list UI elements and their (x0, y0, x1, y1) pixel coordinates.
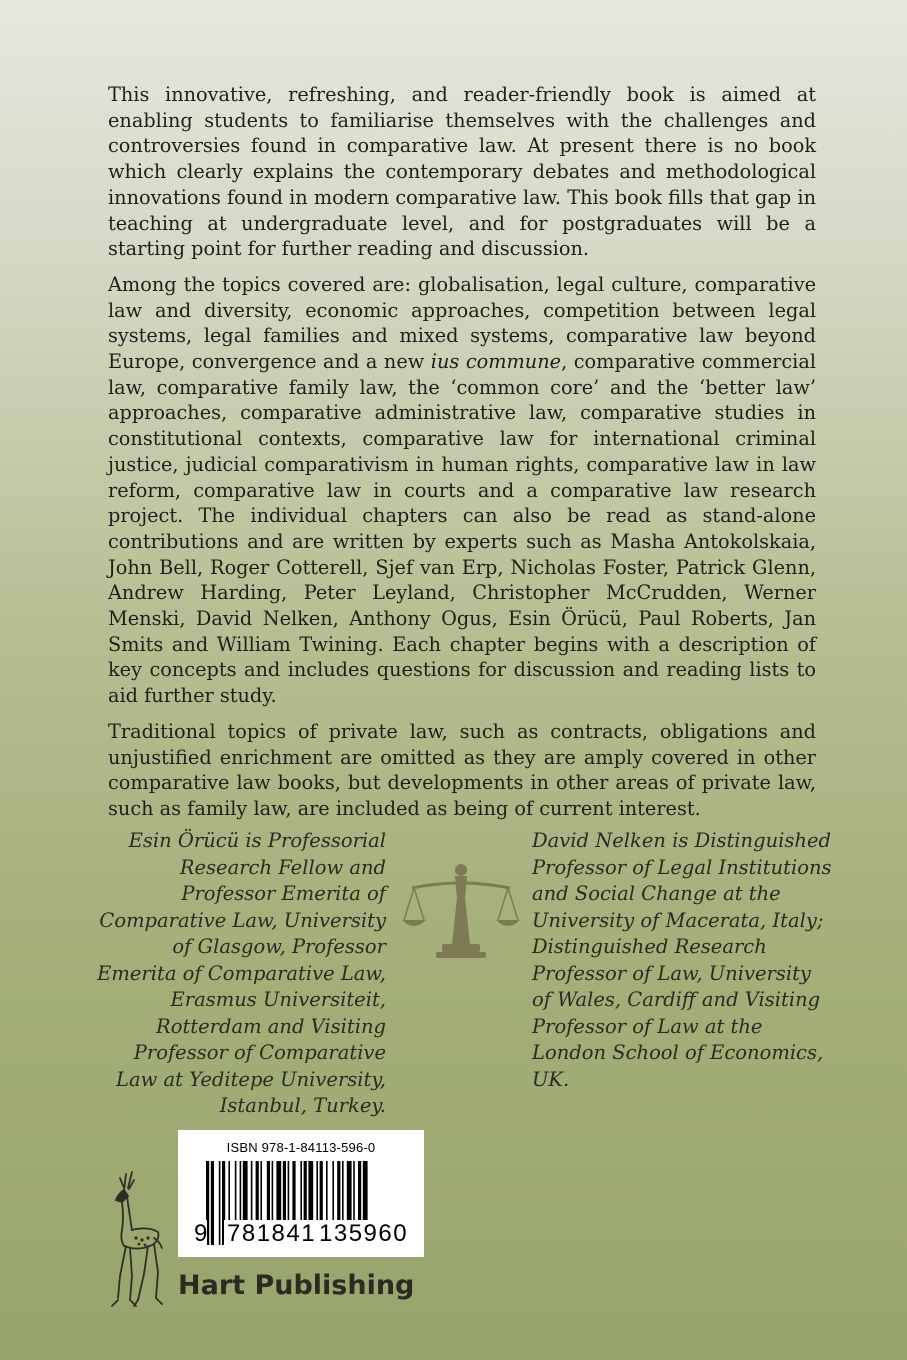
blurb-paragraph-1: This innovative, refreshing, and reader-friendly book is aimed at enabling students to familiarise themselves with the challenges and controversies found in comparative law. At present there is no book which clearly explains the contemporary debates and methodological innovations found in modern comparative law. This book fills that gap in teaching at undergraduate level, and for postgraduates will be a starting point for further reading and discussion. (108, 83, 816, 261)
editor-bio-nelken: David Nelken is Distinguished Professor of Legal Institutions and Social Change at the University of Macerata, Italy; Distinguished Research Professor of Law, University of Wales, Cardiff and Visiting Professor of Law at the London School of Economics, UK. (532, 829, 832, 1091)
blurb-p2-text-b: , comparative commercial law, comparative family law, the ‘common core’ and the ‘better law’ approaches, comparative administrative law, comparative studies in constitutional contexts, comparative law for international criminal justice, judicial comparativism in human rights, comparative law in law reform, comparative law in courts and a comparative law research project. The individual chapters can also be read as stand-alone contributions and are written by experts such as Masha Antokolskaia, John Bell, Roger Cotterell, Sjef van Erp, Nicholas Foster, Patrick Glenn, Andrew Harding, Peter Leyland, Christopher McCrudden, Werner Menski, David Nelken, Anthony Ogus, Esin Örücü, Paul Roberts, Jan Smits and William Twining. Each chapter begins with a description of key concepts and includes questions for discussion and reading lists to aid further study. (108, 350, 816, 708)
isbn-barcode (178, 1130, 424, 1257)
blurb-p2-text-a: Among the topics covered are: globalisation, legal culture, comparative law and diversity, economic approaches, competition between legal systems, legal families and mixed systems, comparative law beyond Europe, convergence and a new (108, 272, 816, 374)
barcode-bar (211, 1161, 214, 1245)
blurb-p2-italic: ius commune (430, 350, 562, 374)
barcode-bar (219, 1161, 221, 1245)
deer-icon (100, 1168, 170, 1310)
editor-bio-orucu: Esin Örücü is Professorial Research Fellow and Professor Emerita of Comparative Law, University of Glasgow, Professor Emerita of Comparative Law, Erasmus Universiteit, Rotterdam and Visiting Professor of Comparative Law at Yeditepe University, Istanbul, Turkey. (97, 829, 386, 1117)
publisher-name: Hart Publishing (178, 1270, 415, 1301)
barcode-digit-first: 9 (194, 1220, 208, 1247)
barcode-digit-group-2: 135960 (316, 1220, 411, 1248)
scales-of-justice-icon (402, 858, 520, 962)
back-cover-blurb (108, 82, 816, 832)
blurb-paragraph-3: Traditional topics of private law, such as contracts, obligations and unjustified enrichment are omitted as they are amply covered in other comparative law books, but developments in other areas of private law, such as family law, are included as being of current interest. (108, 719, 816, 820)
barcode-digit-group-1: 781841 (224, 1220, 319, 1248)
isbn-label: ISBN 978-1-84113-596-0 (226, 1140, 376, 1155)
blurb-paragraph-2 (108, 272, 816, 709)
